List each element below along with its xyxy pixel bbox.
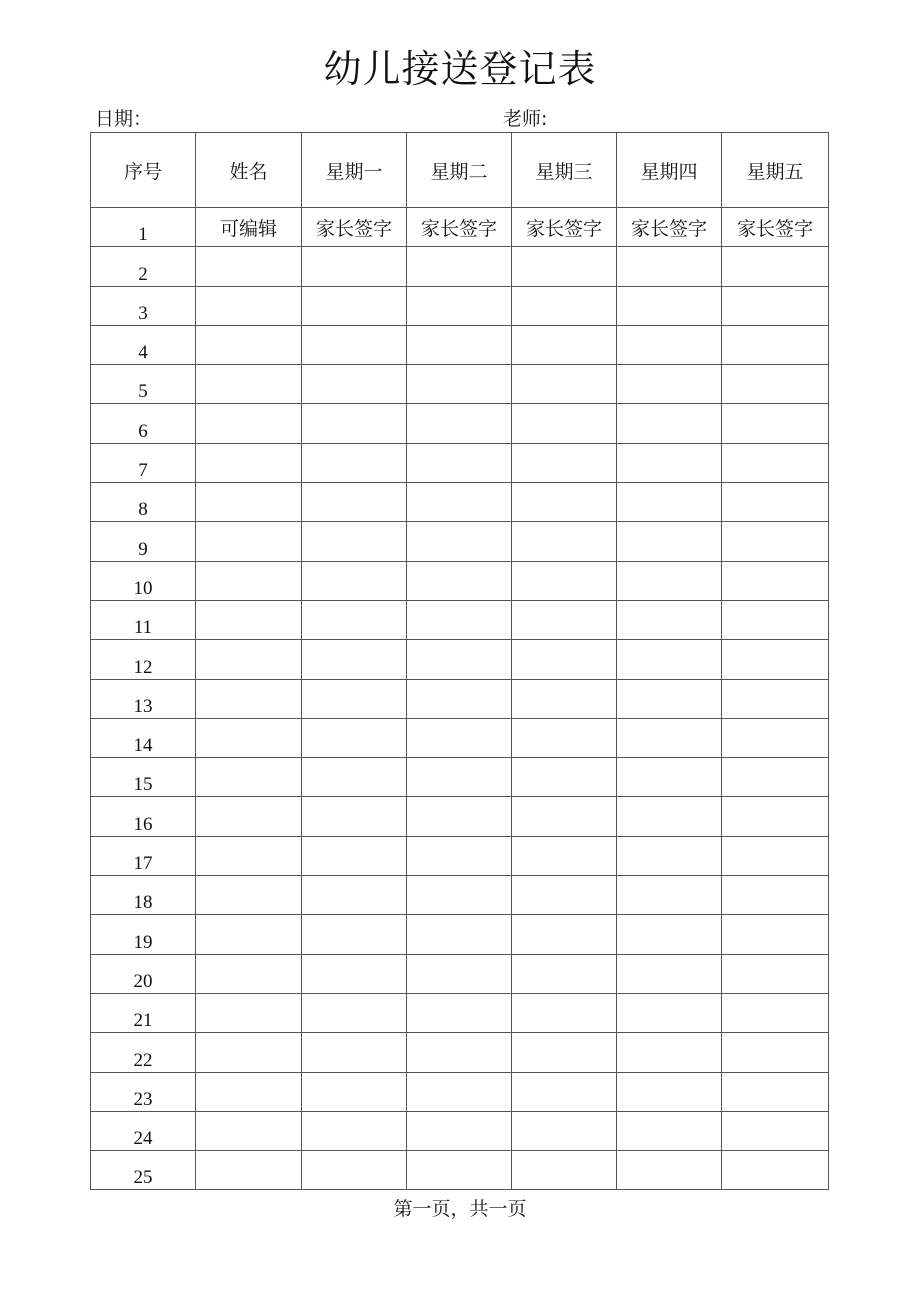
signature-cell-tuesday[interactable] [407, 836, 512, 875]
row-number: 1 [91, 208, 196, 247]
signature-cell-thursday[interactable] [617, 1111, 722, 1150]
table-row [91, 208, 829, 247]
signature-cell-wednesday[interactable] [512, 443, 617, 482]
child-name-cell[interactable] [196, 1072, 302, 1111]
signature-cell-wednesday[interactable] [512, 1033, 617, 1072]
signature-cell-friday[interactable] [722, 365, 829, 404]
table-row [91, 993, 829, 1032]
signature-cell-thursday[interactable] [617, 758, 722, 797]
signature-cell-wednesday[interactable] [512, 1072, 617, 1111]
signature-cell-friday[interactable] [722, 836, 829, 875]
signature-cell-tuesday[interactable] [407, 954, 512, 993]
child-name-cell[interactable] [196, 954, 302, 993]
signature-cell-wednesday[interactable] [512, 993, 617, 1032]
signature-cell-wednesday[interactable] [512, 1111, 617, 1150]
header-wednesday: 星期三 [512, 133, 617, 208]
row-number: 19 [91, 915, 196, 954]
child-name-cell[interactable] [196, 1151, 302, 1190]
teacher-label: 老师: [503, 108, 548, 130]
page-footer: 第一页，共一页 [393, 1198, 527, 1220]
row-number: 9 [91, 522, 196, 561]
signature-cell-tuesday[interactable] [407, 1151, 512, 1190]
signature-cell-tuesday[interactable] [407, 876, 512, 915]
table-row [91, 365, 829, 404]
signature-cell-wednesday[interactable] [512, 718, 617, 757]
signature-cell-monday[interactable] [302, 1111, 407, 1150]
signature-cell-tuesday[interactable] [407, 247, 512, 286]
child-name-cell[interactable] [196, 1033, 302, 1072]
child-name-cell[interactable] [196, 443, 302, 482]
row-number: 13 [91, 679, 196, 718]
signature-cell-monday[interactable] [302, 365, 407, 404]
pickup-register-table [90, 132, 829, 1190]
signature-cell-tuesday[interactable] [407, 1111, 512, 1150]
signature-cell-tuesday[interactable] [407, 993, 512, 1032]
table-row [91, 954, 829, 993]
signature-cell-monday[interactable] [302, 758, 407, 797]
table-row [91, 758, 829, 797]
child-name-cell[interactable] [196, 915, 302, 954]
child-name-cell[interactable] [196, 876, 302, 915]
signature-cell-tuesday[interactable] [407, 1072, 512, 1111]
signature-cell-monday[interactable] [302, 836, 407, 875]
signature-cell-monday[interactable] [302, 1072, 407, 1111]
signature-cell-friday[interactable] [722, 483, 829, 522]
row-number: 15 [91, 758, 196, 797]
table-row [91, 679, 829, 718]
signature-cell-wednesday[interactable] [512, 522, 617, 561]
signature-cell-wednesday[interactable] [512, 325, 617, 364]
row-number: 16 [91, 797, 196, 836]
table-row [91, 286, 829, 325]
row-number: 6 [91, 404, 196, 443]
page-title: 幼儿接送登记表 [323, 47, 597, 91]
signature-cell-monday[interactable] [302, 1151, 407, 1190]
signature-cell-tuesday[interactable] [407, 915, 512, 954]
signature-cell-tuesday[interactable] [407, 404, 512, 443]
table-row [91, 640, 829, 679]
signature-cell-wednesday[interactable] [512, 600, 617, 639]
header-thursday: 星期四 [617, 133, 722, 208]
row-number: 21 [91, 993, 196, 1032]
signature-cell-friday[interactable] [722, 876, 829, 915]
child-name-cell[interactable] [196, 522, 302, 561]
header-row [91, 133, 829, 208]
signature-cell-tuesday[interactable] [407, 640, 512, 679]
table-row [91, 600, 829, 639]
date-label: 日期： [95, 108, 153, 130]
signature-cell-thursday[interactable] [617, 286, 722, 325]
table-row [91, 1072, 829, 1111]
child-name-cell[interactable] [196, 836, 302, 875]
signature-cell-friday[interactable] [722, 443, 829, 482]
header-monday: 星期一 [302, 133, 407, 208]
signature-cell-friday[interactable] [722, 640, 829, 679]
signature-cell-friday[interactable] [722, 1151, 829, 1190]
signature-cell-tuesday[interactable] [407, 600, 512, 639]
signature-cell-friday[interactable] [722, 522, 829, 561]
table-row [91, 483, 829, 522]
signature-cell-monday[interactable] [302, 286, 407, 325]
signature-cell-monday[interactable] [302, 561, 407, 600]
signature-cell-wednesday[interactable] [512, 797, 617, 836]
signature-cell-tuesday[interactable] [407, 561, 512, 600]
signature-cell-friday[interactable] [722, 915, 829, 954]
signature-cell-thursday[interactable] [617, 954, 722, 993]
table-row [91, 561, 829, 600]
signature-cell-monday[interactable] [302, 797, 407, 836]
signature-cell-tuesday[interactable] [407, 758, 512, 797]
row-number: 11 [91, 600, 196, 639]
signature-cell-friday[interactable] [722, 286, 829, 325]
child-name-cell[interactable] [196, 718, 302, 757]
table-row [91, 443, 829, 482]
signature-cell-friday[interactable] [722, 993, 829, 1032]
signature-cell-thursday[interactable] [617, 836, 722, 875]
signature-cell-thursday[interactable] [617, 600, 722, 639]
child-name-cell[interactable] [196, 679, 302, 718]
header-number: 序号 [91, 133, 196, 208]
row-number: 2 [91, 247, 196, 286]
header-friday: 星期五 [722, 133, 829, 208]
table-row [91, 797, 829, 836]
signature-cell-monday[interactable] [302, 404, 407, 443]
signature-cell-wednesday[interactable] [512, 247, 617, 286]
signature-cell-thursday[interactable] [617, 443, 722, 482]
signature-cell-friday[interactable] [722, 404, 829, 443]
child-name-cell[interactable] [196, 286, 302, 325]
table-row [91, 876, 829, 915]
signature-cell-thursday[interactable] [617, 1151, 722, 1190]
row-number: 8 [91, 483, 196, 522]
signature-cell-friday[interactable] [722, 758, 829, 797]
signature-cell-tuesday[interactable] [407, 443, 512, 482]
signature-cell-thursday[interactable] [617, 365, 722, 404]
signature-cell-wednesday[interactable] [512, 836, 617, 875]
row-number: 7 [91, 443, 196, 482]
table-row [91, 404, 829, 443]
table-row [91, 522, 829, 561]
signature-cell-friday[interactable] [722, 325, 829, 364]
row-number: 20 [91, 954, 196, 993]
child-name-cell[interactable] [196, 561, 302, 600]
row-number: 22 [91, 1033, 196, 1072]
signature-cell-monday[interactable] [302, 679, 407, 718]
row-number: 10 [91, 561, 196, 600]
signature-cell-monday[interactable] [302, 915, 407, 954]
signature-cell-monday[interactable] [302, 718, 407, 757]
child-name-cell[interactable] [196, 365, 302, 404]
signature-cell-monday[interactable]: 家长签字 [302, 208, 407, 247]
signature-cell-wednesday[interactable] [512, 404, 617, 443]
signature-cell-thursday[interactable] [617, 915, 722, 954]
signature-cell-thursday[interactable] [617, 325, 722, 364]
signature-cell-thursday[interactable] [617, 404, 722, 443]
child-name-cell[interactable] [196, 758, 302, 797]
signature-cell-monday[interactable] [302, 600, 407, 639]
signature-cell-wednesday[interactable] [512, 1151, 617, 1190]
child-name-cell[interactable] [196, 483, 302, 522]
row-number: 3 [91, 286, 196, 325]
row-number: 25 [91, 1151, 196, 1190]
signature-cell-monday[interactable] [302, 325, 407, 364]
signature-cell-wednesday[interactable] [512, 758, 617, 797]
row-number: 14 [91, 718, 196, 757]
signature-cell-thursday[interactable] [617, 679, 722, 718]
row-number: 5 [91, 365, 196, 404]
child-name-cell[interactable] [196, 797, 302, 836]
signature-cell-tuesday[interactable] [407, 797, 512, 836]
row-number: 17 [91, 836, 196, 875]
signature-cell-thursday[interactable] [617, 993, 722, 1032]
signature-cell-monday[interactable] [302, 954, 407, 993]
signature-cell-monday[interactable] [302, 522, 407, 561]
signature-cell-thursday[interactable] [617, 640, 722, 679]
signature-cell-wednesday[interactable] [512, 365, 617, 404]
table-row [91, 718, 829, 757]
signature-cell-wednesday[interactable] [512, 876, 617, 915]
signature-cell-monday[interactable] [302, 443, 407, 482]
signature-cell-friday[interactable]: 家长签字 [722, 208, 829, 247]
signature-cell-tuesday[interactable] [407, 1033, 512, 1072]
signature-cell-thursday[interactable] [617, 718, 722, 757]
signature-cell-friday[interactable] [722, 1072, 829, 1111]
child-name-cell[interactable] [196, 404, 302, 443]
row-number: 23 [91, 1072, 196, 1111]
child-name-cell[interactable] [196, 640, 302, 679]
signature-cell-thursday[interactable] [617, 561, 722, 600]
row-number: 12 [91, 640, 196, 679]
child-name-cell[interactable] [196, 600, 302, 639]
signature-cell-monday[interactable] [302, 483, 407, 522]
header-tuesday: 星期二 [407, 133, 512, 208]
row-number: 4 [91, 325, 196, 364]
signature-cell-thursday[interactable] [617, 522, 722, 561]
row-number: 18 [91, 876, 196, 915]
signature-cell-thursday[interactable] [617, 247, 722, 286]
signature-cell-friday[interactable] [722, 1111, 829, 1150]
signature-cell-tuesday[interactable] [407, 522, 512, 561]
header-name: 姓名 [196, 133, 302, 208]
signature-cell-friday[interactable] [722, 954, 829, 993]
child-name-cell[interactable] [196, 325, 302, 364]
table-row [91, 247, 829, 286]
signature-cell-thursday[interactable] [617, 1072, 722, 1111]
row-number: 24 [91, 1111, 196, 1150]
signature-cell-tuesday[interactable] [407, 365, 512, 404]
signature-cell-friday[interactable] [722, 679, 829, 718]
child-name-cell[interactable] [196, 993, 302, 1032]
signature-cell-wednesday[interactable] [512, 483, 617, 522]
signature-cell-thursday[interactable] [617, 876, 722, 915]
signature-cell-wednesday[interactable] [512, 286, 617, 325]
child-name-cell[interactable] [196, 247, 302, 286]
table-row [91, 325, 829, 364]
child-name-cell[interactable]: 可编辑 [196, 208, 302, 247]
signature-cell-monday[interactable] [302, 876, 407, 915]
signature-cell-monday[interactable] [302, 247, 407, 286]
signature-cell-thursday[interactable] [617, 1033, 722, 1072]
signature-cell-monday[interactable] [302, 993, 407, 1032]
signature-cell-friday[interactable] [722, 797, 829, 836]
child-name-cell[interactable] [196, 1111, 302, 1150]
signature-cell-tuesday[interactable] [407, 679, 512, 718]
signature-cell-wednesday[interactable] [512, 954, 617, 993]
table-row [91, 915, 829, 954]
table-row [91, 1111, 829, 1150]
signature-cell-wednesday[interactable] [512, 561, 617, 600]
signature-cell-friday[interactable] [722, 1033, 829, 1072]
signature-cell-friday[interactable] [722, 718, 829, 757]
signature-cell-thursday[interactable]: 家长签字 [617, 208, 722, 247]
signature-cell-tuesday[interactable] [407, 718, 512, 757]
signature-cell-tuesday[interactable]: 家长签字 [407, 208, 512, 247]
table-row [91, 1151, 829, 1190]
signature-cell-tuesday[interactable] [407, 483, 512, 522]
signature-cell-wednesday[interactable]: 家长签字 [512, 208, 617, 247]
signature-cell-wednesday[interactable] [512, 640, 617, 679]
signature-cell-friday[interactable] [722, 600, 829, 639]
signature-cell-tuesday[interactable] [407, 286, 512, 325]
signature-cell-monday[interactable] [302, 1033, 407, 1072]
signature-cell-friday[interactable] [722, 247, 829, 286]
signature-cell-thursday[interactable] [617, 483, 722, 522]
signature-cell-wednesday[interactable] [512, 679, 617, 718]
table-row [91, 836, 829, 875]
signature-cell-tuesday[interactable] [407, 325, 512, 364]
signature-cell-friday[interactable] [722, 561, 829, 600]
table-row [91, 1033, 829, 1072]
signature-cell-thursday[interactable] [617, 797, 722, 836]
signature-cell-monday[interactable] [302, 640, 407, 679]
signature-cell-wednesday[interactable] [512, 915, 617, 954]
